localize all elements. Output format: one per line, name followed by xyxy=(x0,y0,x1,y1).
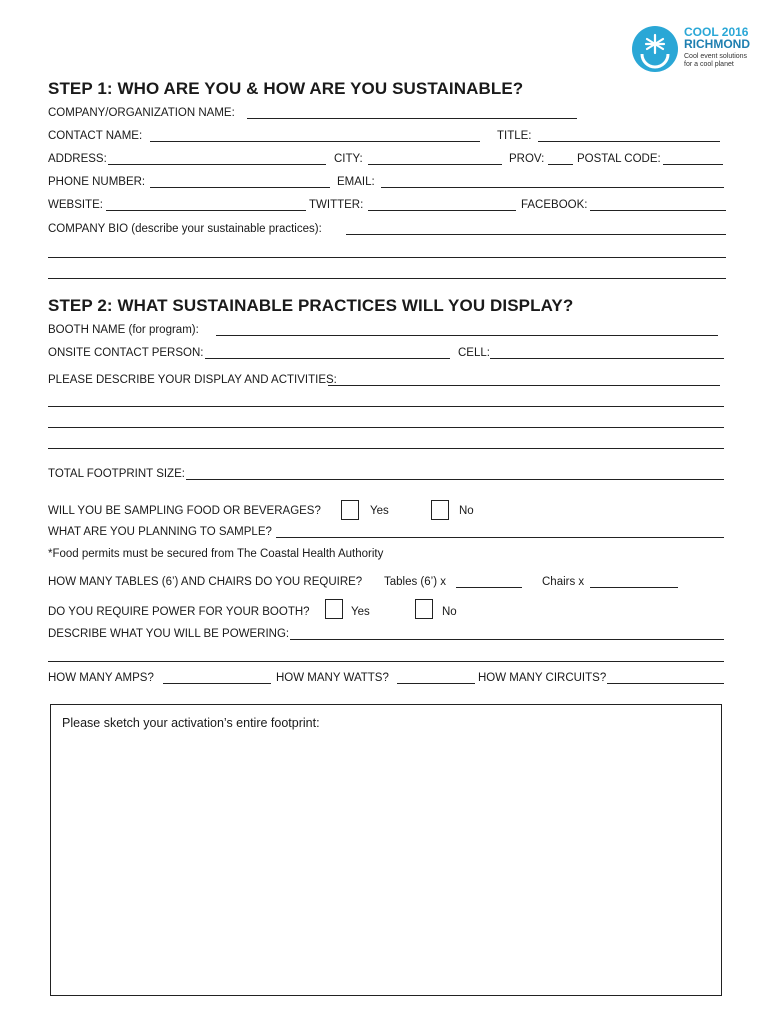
sample-plan-label: WHAT ARE YOU PLANNING TO SAMPLE? xyxy=(48,526,272,538)
sampling-yes-checkbox[interactable] xyxy=(341,500,359,520)
circuits-label: HOW MANY CIRCUITS? xyxy=(478,672,607,684)
postal-code-label: POSTAL CODE: xyxy=(577,153,661,165)
logo-tagline-1: Cool event solutions xyxy=(684,53,748,60)
sampling-yes-label: Yes xyxy=(370,505,389,517)
sketch-area[interactable] xyxy=(50,704,722,996)
facebook-field[interactable] xyxy=(590,210,726,211)
address-field[interactable] xyxy=(108,164,326,165)
tables-field[interactable] xyxy=(456,587,522,588)
tables-chairs-question: HOW MANY TABLES (6’) AND CHAIRS DO YOU REQUIRE? xyxy=(48,576,363,588)
onsite-contact-field[interactable] xyxy=(205,358,450,359)
company-name-label: COMPANY/ORGANIZATION NAME: xyxy=(48,107,235,119)
city-label: CITY: xyxy=(334,153,363,165)
tables-label: Tables (6’) x xyxy=(384,576,446,588)
powering-label: DESCRIBE WHAT YOU WILL BE POWERING: xyxy=(48,628,290,640)
twitter-label: TWITTER: xyxy=(309,199,364,211)
website-field[interactable] xyxy=(106,210,306,211)
address-label: ADDRESS: xyxy=(48,153,107,165)
company-bio-field[interactable] xyxy=(346,234,726,235)
describe-display-field[interactable] xyxy=(328,385,720,386)
cell-label: CELL: xyxy=(458,347,490,359)
contact-name-label: CONTACT NAME: xyxy=(48,130,143,142)
booth-name-label: BOOTH NAME (for program): xyxy=(48,324,199,336)
postal-code-field[interactable] xyxy=(663,164,723,165)
company-bio-line[interactable] xyxy=(48,257,726,258)
power-yes-label: Yes xyxy=(351,606,370,618)
email-label: EMAIL: xyxy=(337,176,375,188)
logo-tagline-2: for a cool planet xyxy=(684,61,734,68)
describe-display-line[interactable] xyxy=(48,406,724,407)
describe-display-line[interactable] xyxy=(48,448,724,449)
footprint-size-label: TOTAL FOOTPRINT SIZE: xyxy=(48,468,185,480)
sampling-no-label: No xyxy=(459,505,474,517)
sample-plan-field[interactable] xyxy=(276,537,724,538)
booth-name-field[interactable] xyxy=(216,335,718,336)
title-field[interactable] xyxy=(538,141,720,142)
facebook-label: FACEBOOK: xyxy=(521,199,588,211)
snowflake-sun-icon xyxy=(630,24,680,74)
company-bio-label: COMPANY BIO (describe your sustainable practices): xyxy=(48,223,322,235)
food-permit-note: *Food permits must be secured from The Coastal Health Authority xyxy=(48,548,384,560)
circuits-field[interactable] xyxy=(607,683,724,684)
cell-field[interactable] xyxy=(490,358,724,359)
step1-heading: STEP 1: WHO ARE YOU & HOW ARE YOU SUSTAINABLE? xyxy=(48,79,524,98)
sampling-no-checkbox[interactable] xyxy=(431,500,449,520)
phone-label: PHONE NUMBER: xyxy=(48,176,146,188)
power-yes-checkbox[interactable] xyxy=(325,599,343,619)
describe-display-label: PLEASE DESCRIBE YOUR DISPLAY AND ACTIVITIES: xyxy=(48,374,337,386)
power-no-label: No xyxy=(442,606,457,618)
company-bio-line[interactable] xyxy=(48,278,726,279)
watts-label: HOW MANY WATTS? xyxy=(276,672,389,684)
title-label: TITLE: xyxy=(497,130,532,142)
power-question: DO YOU REQUIRE POWER FOR YOUR BOOTH? xyxy=(48,606,310,618)
sketch-prompt: Please sketch your activation’s entire footprint: xyxy=(62,716,320,730)
contact-name-field[interactable] xyxy=(150,141,480,142)
footprint-size-field[interactable] xyxy=(186,479,724,480)
phone-field[interactable] xyxy=(150,187,330,188)
prov-label: PROV: xyxy=(509,153,545,165)
sampling-question: WILL YOU BE SAMPLING FOOD OR BEVERAGES? xyxy=(48,505,321,517)
onsite-contact-label: ONSITE CONTACT PERSON: xyxy=(48,347,204,359)
email-field[interactable] xyxy=(381,187,724,188)
chairs-field[interactable] xyxy=(590,587,678,588)
powering-field[interactable] xyxy=(290,639,724,640)
amps-field[interactable] xyxy=(163,683,271,684)
describe-display-line[interactable] xyxy=(48,427,724,428)
chairs-label: Chairs x xyxy=(542,576,585,588)
power-no-checkbox[interactable] xyxy=(415,599,433,619)
logo-line-1: COOL 2016 xyxy=(684,25,749,39)
company-name-field[interactable] xyxy=(247,118,577,119)
logo-line-2: RICHMOND xyxy=(684,37,750,51)
powering-line[interactable] xyxy=(48,661,724,662)
twitter-field[interactable] xyxy=(368,210,516,211)
watts-field[interactable] xyxy=(397,683,475,684)
city-field[interactable] xyxy=(368,164,502,165)
step2-heading: STEP 2: WHAT SUSTAINABLE PRACTICES WILL YOU DISPLAY? xyxy=(48,296,574,315)
prov-field[interactable] xyxy=(548,164,573,165)
amps-label: HOW MANY AMPS? xyxy=(48,672,154,684)
website-label: WEBSITE: xyxy=(48,199,103,211)
